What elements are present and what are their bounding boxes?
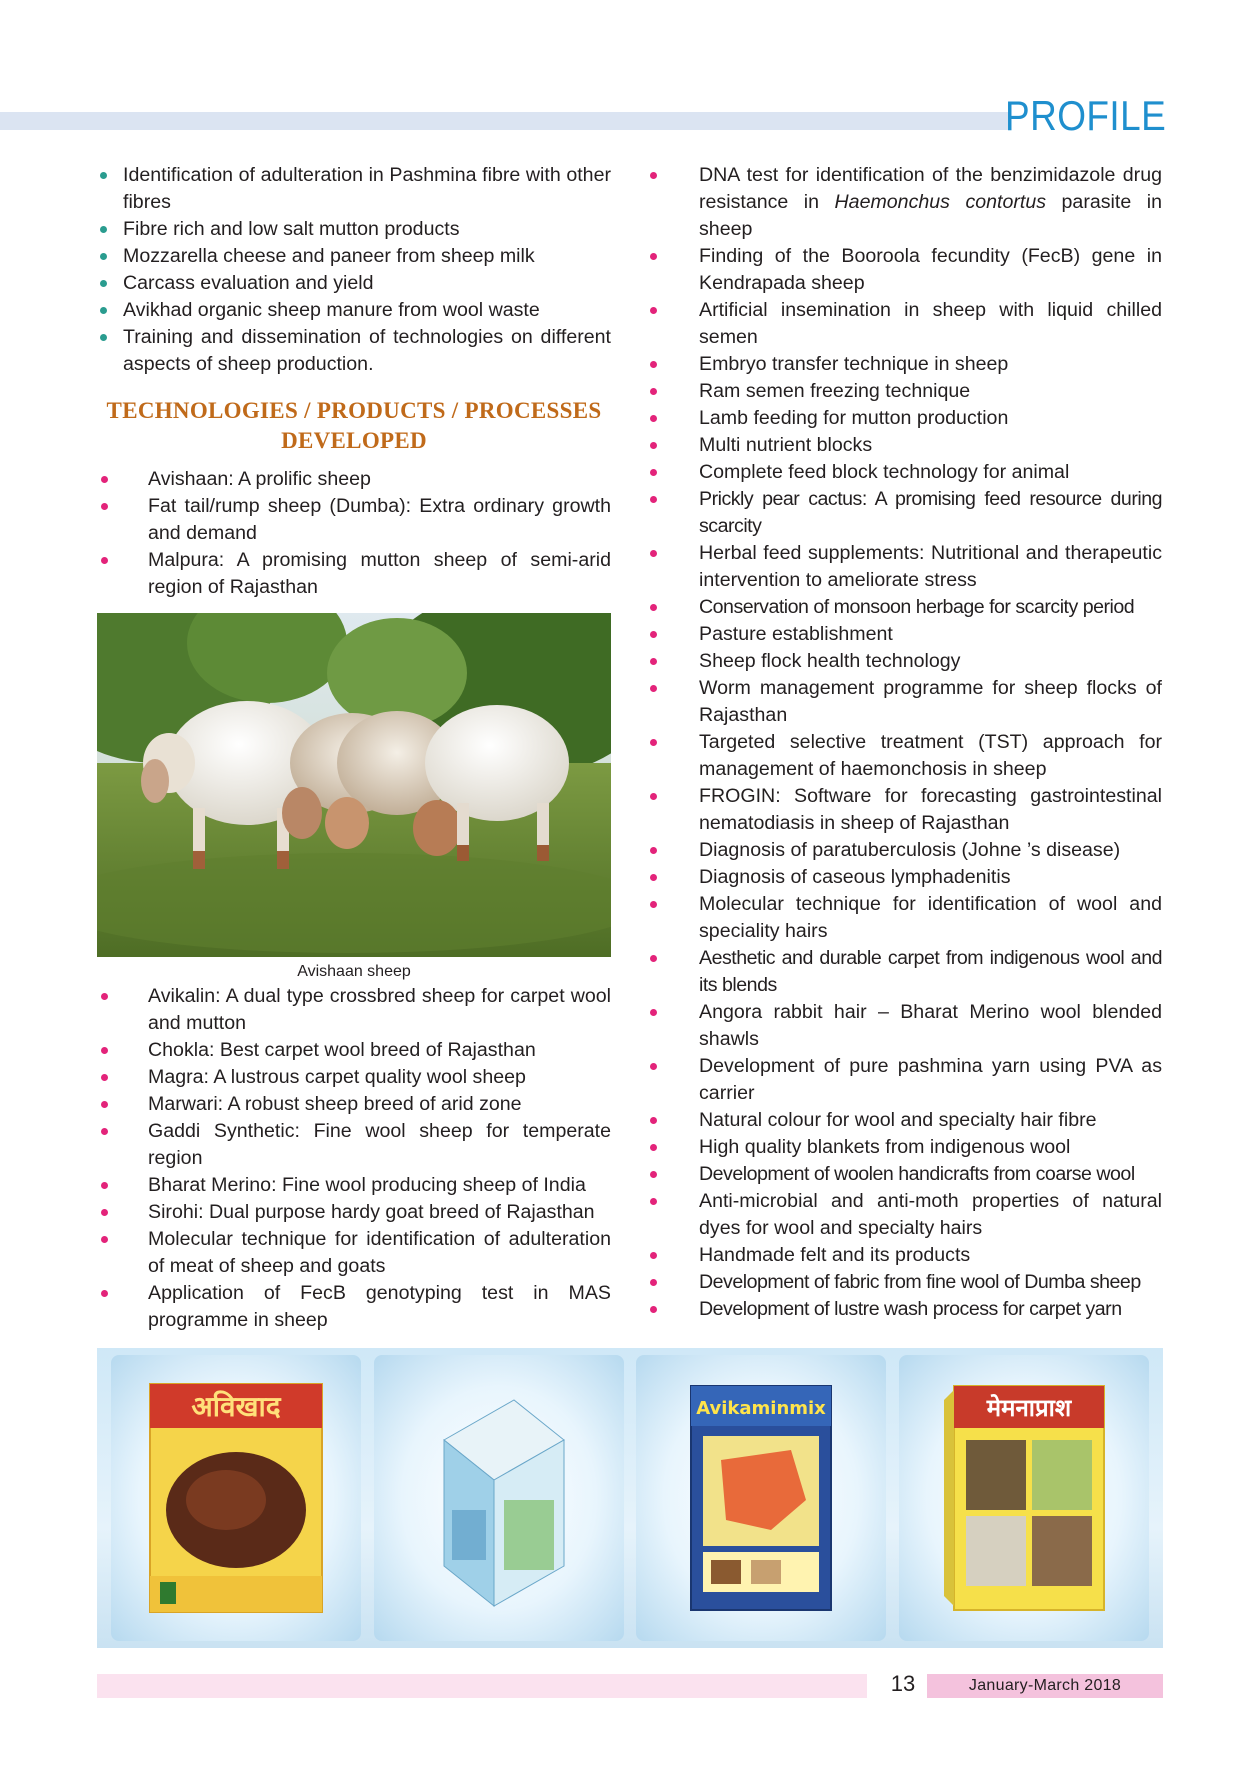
bullet-icon (650, 1279, 657, 1286)
right-column (646, 162, 1162, 1323)
bullet-icon (650, 955, 657, 962)
list-item: Fat tail/rump sheep (Dumba): Extra ordinary growth and demand (97, 493, 611, 547)
bullet-icon (650, 415, 657, 422)
bullet-icon (650, 685, 657, 692)
list-item: Development of woolen handicrafts from coarse wool (646, 1161, 1162, 1188)
issue-date: January-March 2018 (927, 1674, 1163, 1698)
bullet-icon (101, 1236, 108, 1243)
bullet-icon (650, 1252, 657, 1259)
bullet-icon (101, 1047, 108, 1054)
list-item: Molecular technique for identification of wool and speciality hairs (646, 891, 1162, 945)
bullet-icon (650, 1171, 657, 1178)
bullet-icon (650, 550, 657, 557)
bullet-icon (650, 172, 657, 179)
bullet-icon (650, 496, 657, 503)
list-item: Fibre rich and low salt mutton products (97, 216, 611, 243)
bullet-icon (101, 503, 108, 510)
avikaminmix-product-photo (636, 1355, 886, 1641)
list-item: Lamb feeding for mutton production (646, 405, 1162, 432)
left-column (97, 162, 611, 1334)
list-item: Herbal feed supplements: Nutritional and therapeutic intervention to ameliorate stress (646, 540, 1162, 594)
list-item: Carcass evaluation and yield (97, 270, 611, 297)
bullet-icon (101, 993, 108, 1000)
technology-list-b (97, 983, 611, 1334)
bullet-icon (650, 253, 657, 260)
list-item: Angora rabbit hair – Bharat Merino wool blended shawls (646, 999, 1162, 1053)
list-item: Sirohi: Dual purpose hardy goat breed of Rajasthan (97, 1199, 611, 1226)
bullet-icon (650, 361, 657, 368)
avikaminmix-label: Avikaminmix (696, 1398, 827, 1419)
list-item: Handmade felt and its products (646, 1242, 1162, 1269)
bullet-icon (650, 604, 657, 611)
bullet-icon (650, 307, 657, 314)
bullet-icon (100, 280, 107, 287)
list-item: DNA test for identification of the benzimidazole drug resistance in Haemonchus contortus parasite in sheep (646, 162, 1162, 243)
list-item: Mozzarella cheese and paneer from sheep milk (97, 243, 611, 270)
bullet-icon (650, 1063, 657, 1070)
list-item: Chokla: Best carpet wool breed of Rajasthan (97, 1037, 611, 1064)
bullet-icon (650, 1009, 657, 1016)
section-heading: TECHNOLOGIES / PRODUCTS / PROCESSES DEVELOPED (106, 398, 602, 453)
list-item: Sheep flock health technology (646, 648, 1162, 675)
list-item: Gaddi Synthetic: Fine wool sheep for temperate region (97, 1118, 611, 1172)
list-item: High quality blankets from indigenous wool (646, 1134, 1162, 1161)
avikhad-label: अविखाद (191, 1390, 281, 1423)
header-rule (0, 112, 1010, 130)
intro-list (97, 162, 611, 378)
bullet-icon (100, 334, 107, 341)
avikhad-product-photo (111, 1355, 361, 1641)
list-item: Aesthetic and durable carpet from indigenous wool and its blends (646, 945, 1162, 999)
technology-list-c (646, 162, 1162, 1323)
bullet-icon (650, 1144, 657, 1151)
list-item: FROGIN: Software for forecasting gastrointestinal nematodiasis in sheep of Rajasthan (646, 783, 1162, 837)
list-item: Development of fabric from fine wool of Dumba sheep (646, 1269, 1162, 1296)
product-photo-strip (97, 1348, 1163, 1648)
list-item: Multi nutrient blocks (646, 432, 1162, 459)
bullet-icon (650, 388, 657, 395)
bullet-icon (101, 1182, 108, 1189)
list-item: Training and dissemination of technologies on different aspects of sheep production. (97, 324, 611, 378)
list-item: Development of lustre wash process for carpet yarn (646, 1296, 1162, 1323)
list-item: Diagnosis of paratuberculosis (Johne ’s disease) (646, 837, 1162, 864)
list-item: Magra: A lustrous carpet quality wool sheep (97, 1064, 611, 1091)
bullet-icon (650, 874, 657, 881)
bullet-icon (650, 793, 657, 800)
bullet-icon (100, 253, 107, 260)
list-item: Artificial insemination in sheep with liquid chilled semen (646, 297, 1162, 351)
bullet-icon (650, 1306, 657, 1313)
bullet-icon (101, 557, 108, 564)
bullet-icon (101, 476, 108, 483)
list-item: Worm management programme for sheep flocks of Rajasthan (646, 675, 1162, 729)
bullet-icon (101, 1209, 108, 1216)
list-item: Targeted selective treatment (TST) approach for management of haemonchosis in sheep (646, 729, 1162, 783)
list-item: Natural colour for wool and specialty hair fibre (646, 1107, 1162, 1134)
feed-box-product-photo (374, 1355, 624, 1641)
bullet-icon (650, 1117, 657, 1124)
list-item: Prickly pear cactus: A promising feed resource during scarcity (646, 486, 1162, 540)
bullet-icon (650, 469, 657, 476)
bullet-icon (101, 1128, 108, 1135)
list-item: Malpura: A promising mutton sheep of semi-arid region of Rajasthan (97, 547, 611, 601)
bullet-icon (650, 442, 657, 449)
bullet-icon (100, 172, 107, 179)
bullet-icon (650, 901, 657, 908)
bullet-icon (650, 1198, 657, 1205)
memnaprash-product-photo (899, 1355, 1149, 1641)
bullet-icon (650, 658, 657, 665)
photo-caption: Avishaan sheep (297, 963, 411, 980)
list-item: Marwari: A robust sheep breed of arid zone (97, 1091, 611, 1118)
list-item: Embryo transfer technique in sheep (646, 351, 1162, 378)
list-item: Ram semen freezing technique (646, 378, 1162, 405)
list-item: Avishaan: A prolific sheep (97, 466, 611, 493)
bullet-icon (100, 226, 107, 233)
memnaprash-label: मेमनाप्राश (986, 1394, 1071, 1422)
bullet-icon (101, 1101, 108, 1108)
section-title: PROFILE (1004, 92, 1166, 139)
bullet-icon (650, 631, 657, 638)
list-item: Identification of adulteration in Pashmina fibre with other fibres (97, 162, 611, 216)
list-item: Conservation of monsoon herbage for scarcity period (646, 594, 1162, 621)
avishaan-sheep-photo (97, 613, 611, 957)
list-item: Development of pure pashmina yarn using PVA as carrier (646, 1053, 1162, 1107)
list-item: Avikhad organic sheep manure from wool waste (97, 297, 611, 324)
list-item: Diagnosis of caseous lymphadenitis (646, 864, 1162, 891)
list-item: Avikalin: A dual type crossbred sheep for carpet wool and mutton (97, 983, 611, 1037)
bullet-icon (650, 739, 657, 746)
bullet-icon (101, 1290, 108, 1297)
list-item: Complete feed block technology for animal (646, 459, 1162, 486)
footer-rule (97, 1674, 867, 1698)
list-item: Bharat Merino: Fine wool producing sheep of India (97, 1172, 611, 1199)
list-item: Anti-microbial and anti-moth properties of natural dyes for wool and specialty hairs (646, 1188, 1162, 1242)
list-item: Finding of the Booroola fecundity (FecB) gene in Kendrapada sheep (646, 243, 1162, 297)
list-item: Molecular technique for identification of adulteration of meat of sheep and goats (97, 1226, 611, 1280)
bullet-icon (650, 847, 657, 854)
list-item: Application of FecB genotyping test in MAS programme in sheep (97, 1280, 611, 1334)
technology-list-a (97, 466, 611, 601)
bullet-icon (101, 1074, 108, 1081)
bullet-icon (100, 307, 107, 314)
list-item: Pasture establishment (646, 621, 1162, 648)
page-number: 13 (890, 1671, 916, 1696)
